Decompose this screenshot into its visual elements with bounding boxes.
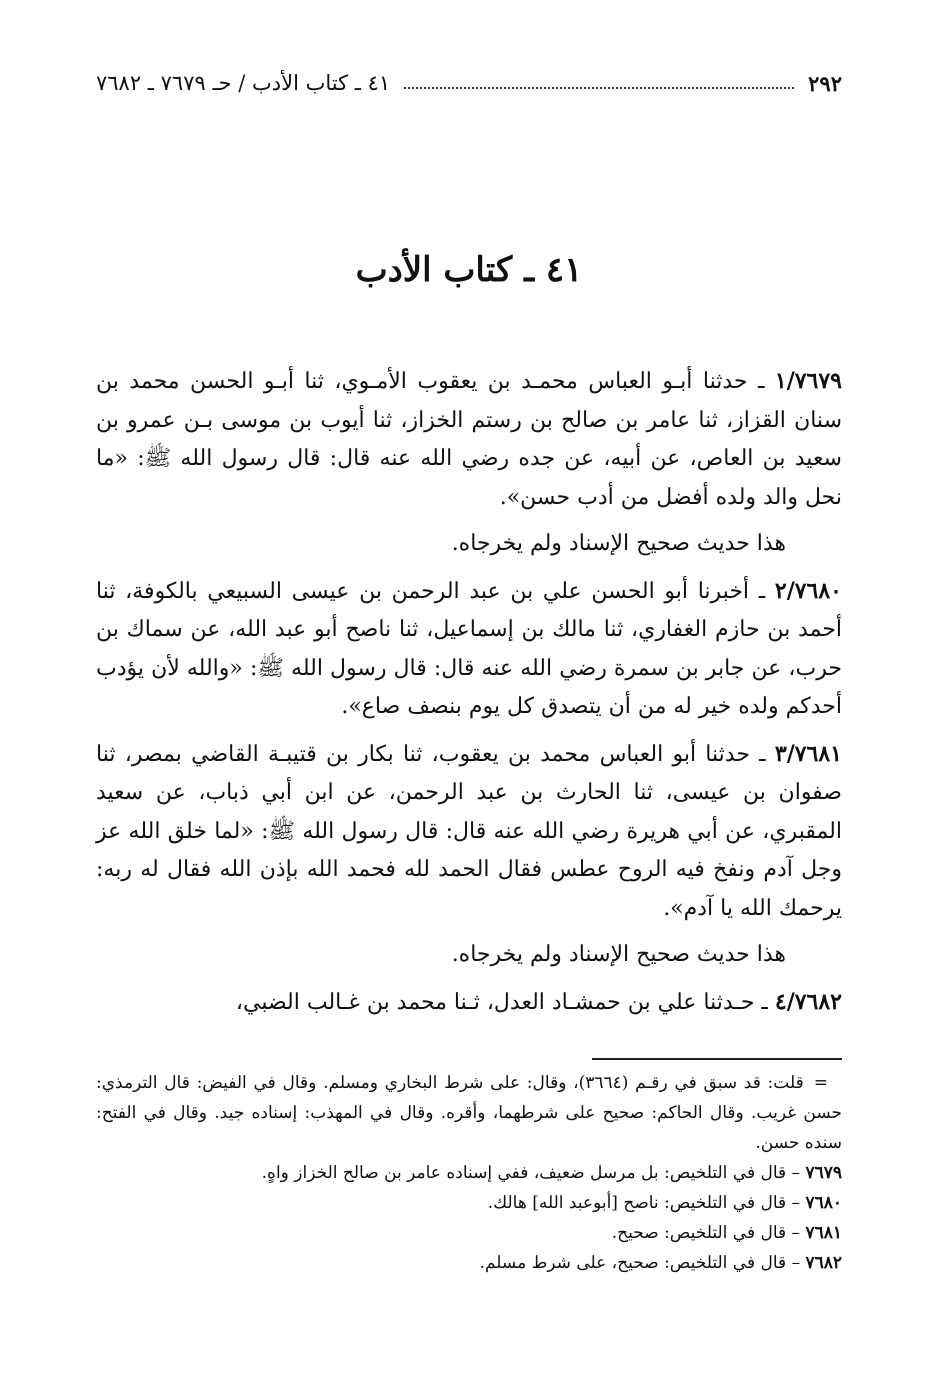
hadith-number: ٣/٧٦٨١: [774, 740, 842, 767]
hadith-number: ٢/٧٦٨٠: [774, 577, 842, 604]
footnote-number: ٧٦٨٢: [805, 1253, 842, 1273]
footnote-item: [96, 1248, 842, 1278]
hadith-text: ـ حـدثنا علي بن حمشـاد العدل، ثـنا محمد بن غـالب الضبي،: [235, 989, 775, 1015]
footnote-continued: [96, 1068, 842, 1158]
hadith-paragraph: [96, 735, 842, 929]
footnote-number: ٧٦٧٩: [805, 1163, 842, 1183]
footnote-text: – قال في التلخيص: صحيح، على شرط مسلم.: [479, 1253, 806, 1273]
running-header: [96, 66, 842, 100]
hadith-text: ـ حدثنا أبو العباس محمد بن يعقوب، ثنا بكار بن قتيبـة القاضي بمصر، ثنا صفوان بن عيسى، ثنا الحارث بن عبد الرحمن، عن ابن أبي ذباب، عن سعيد المقبري، عن أبي هريرة رضي الله عنه قال: قال رسول الله ﷺ: «لما خلق الله عز وجل آدم ونفخ فيه الروح عطس فقال الحمد لله فحمد الله بإذن الله فقال له ربه: يرحمك الله يا آدم».: [96, 741, 843, 921]
hadith-paragraph: [96, 572, 842, 727]
header-leader-dots: [404, 86, 794, 89]
continuation-marker: =: [813, 1073, 828, 1093]
footnote-separator: [592, 1058, 842, 1060]
hadith-paragraph: [96, 362, 842, 517]
running-header-title: ٤١ ـ كتاب الأدب / حـ ٧٦٧٩ ـ ٧٦٨٢: [96, 71, 391, 95]
footnote-number: ٧٦٨١: [805, 1223, 842, 1243]
verdict-line: هذا حديث صحيح الإسناد ولم يخرجاه.: [451, 531, 786, 556]
main-text: [96, 362, 842, 1030]
hadith-number: ٤/٧٦٨٢: [774, 988, 842, 1015]
footnote-text: – قال في التلخيص: ناصح [أبوعبد الله] هالك.: [487, 1193, 806, 1213]
footnote-text: – قال في التلخيص: صحيح.: [611, 1223, 806, 1243]
footnote-item: [96, 1188, 842, 1218]
page-number: ٢٩٢: [808, 70, 842, 96]
hadith-paragraph: [96, 983, 842, 1023]
footnotes: [96, 1068, 842, 1278]
footnote-item: [96, 1218, 842, 1248]
verdict-line: هذا حديث صحيح الإسناد ولم يخرجاه.: [451, 942, 786, 967]
hadith-text: ـ حدثنا أبـو العباس محمـد بن يعقوب الأمـوي، ثنا أبـو الحسن محمد بن سنان القزاز، ثنا عامر بن صالح بن رستم الخزاز، ثنا أيوب بن موسى بـن عمرو بن سعيد بن العاص، عن أبيه، عن جده رضي الله عنه قال: قال رسول الله ﷺ: «ما نحل والد ولده أفضل من أدب حسن».: [96, 369, 842, 510]
chapter-title: ٤١ ـ كتاب الأدب: [355, 250, 583, 290]
footnote-item: [96, 1158, 842, 1188]
footnote-continued-text: قلت: قد سبق في رقـم (٣٦٦٤)، وقال: على شرط البخاري ومسلم. وقال في الفيض: قال الترمذي: حسن غريب. وقال الحاكم: صحيح على شرطهما، وأقره. وقال في المهذب: إسناده جيد. وقال في الفتح: سنده حسن.: [96, 1073, 842, 1153]
hadith-text: ـ أخبرنا أبو الحسن علي بن عبد الرحمن بن عيسى السبيعي بالكوفة، ثنا أحمد بن حازم الغفاري، ثنا مالك بن إسماعيل، ثنا ناصح أبو عبد الله، عن سماك بن حرب، عن جابر بن سمرة رضي الله عنه قال: قال رسول الله ﷺ: «والله لأن يؤدب أحدكم ولده خير له من أن يتصدق كل يوم بنصف صاع».: [96, 578, 842, 719]
footnote-text: – قال في التلخيص: بل مرسل ضعيف، ففي إسناده عامر بن صالح الخزاز واهٍ.: [261, 1163, 806, 1183]
hadith-number: ١/٧٦٧٩: [774, 368, 842, 394]
footnote-number: ٧٦٨٠: [805, 1193, 842, 1213]
